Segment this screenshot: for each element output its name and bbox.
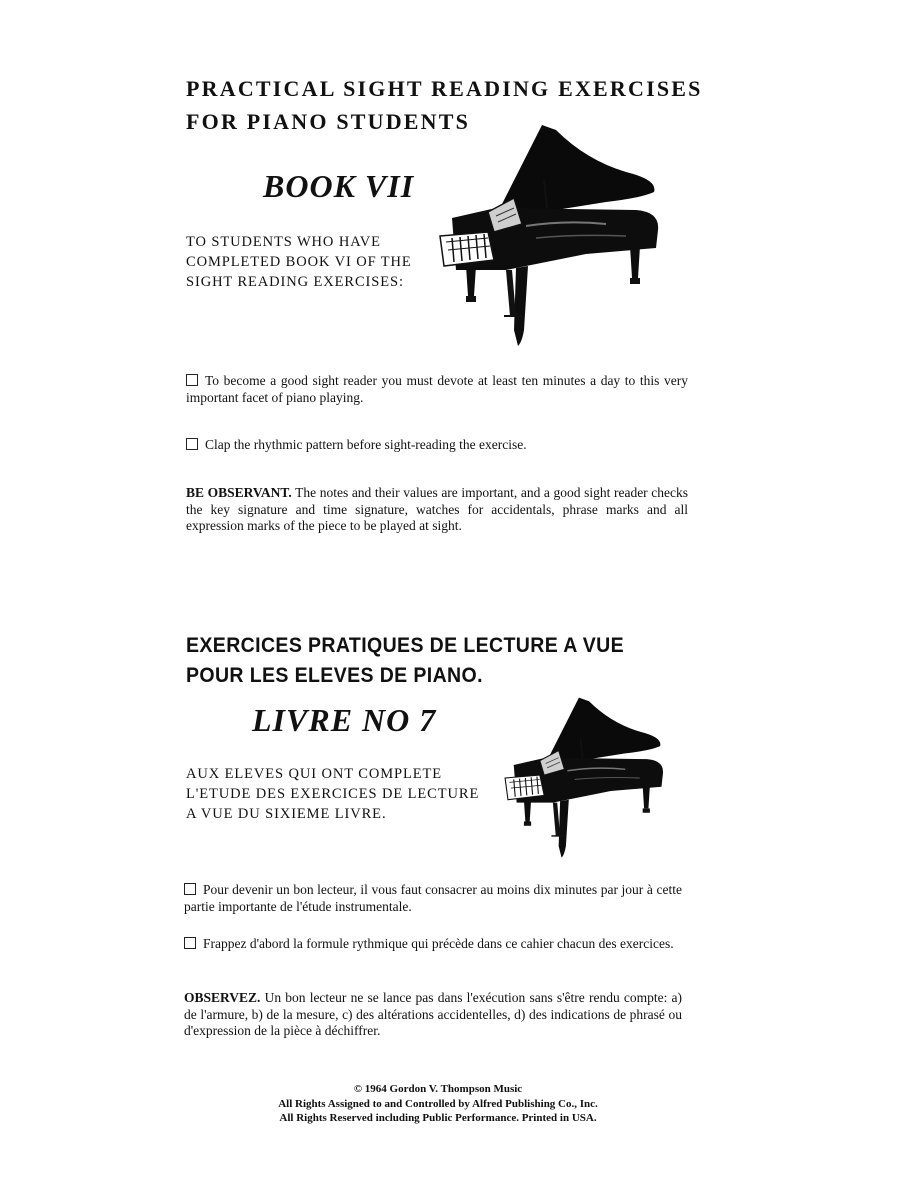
french-observe-lead: OBSERVEZ. bbox=[184, 990, 261, 1005]
french-heading-line2: POUR LES ELEVES DE PIANO. bbox=[186, 664, 483, 687]
book-title: BOOK VII bbox=[263, 168, 415, 204]
checkbox-icon bbox=[186, 374, 198, 386]
french-tip-1 bbox=[184, 882, 682, 915]
french-audience bbox=[186, 764, 479, 824]
french-audience-line3: A VUE DU SIXIEME LIVRE. bbox=[186, 806, 387, 822]
copyright-line1: © 1964 Gordon V. Thompson Music bbox=[353, 1083, 523, 1095]
checkbox-icon bbox=[184, 937, 196, 949]
french-tip-2 bbox=[184, 936, 682, 953]
copyright-notice bbox=[238, 1082, 638, 1126]
english-observe-text: The notes and their values are important, and a good sight reader checks the key signature and time signature, watches for accidentals, phrase marks and all expression marks of the piece to be played at sight. bbox=[186, 485, 688, 533]
livre-title: LIVRE NO 7 bbox=[252, 702, 437, 738]
french-heading-line1: EXERCICES PRATIQUES DE LECTURE A VUE bbox=[186, 634, 625, 657]
english-audience-line2: COMPLETED BOOK VI OF THE bbox=[186, 254, 412, 270]
english-tip-2-text: Clap the rhythmic pattern before sight-reading the exercise. bbox=[205, 437, 527, 452]
french-tip-1-text: Pour devenir un bon lecteur, il vous faut consacrer au moins dix minutes par jour à cette partie importante de l'étude instrumentale. bbox=[184, 882, 682, 914]
english-tip-1-text: To become a good sight reader you must devote at least ten minutes a day to this very important facet of piano playing. bbox=[186, 373, 688, 405]
english-audience-line3: SIGHT READING EXERCISES: bbox=[186, 274, 404, 290]
french-audience-line1: AUX ELEVES QUI ONT COMPLETE bbox=[186, 766, 443, 782]
french-tip-2-text: Frappez d'abord la formule rythmique qui précède dans ce cahier chacun des exercices. bbox=[203, 936, 674, 951]
grand-piano-illustration bbox=[436, 120, 662, 352]
french-audience-line2: L'ETUDE DES EXERCICES DE LECTURE bbox=[186, 786, 480, 802]
english-tip-1 bbox=[186, 373, 688, 406]
english-heading-line1: PRACTICAL SIGHT READING EXERCISES bbox=[186, 76, 703, 101]
english-audience bbox=[186, 232, 412, 292]
english-heading-line2: FOR PIANO STUDENTS bbox=[186, 109, 471, 134]
grand-piano-illustration bbox=[500, 694, 668, 862]
english-observe-lead: BE OBSERVANT. bbox=[186, 485, 292, 500]
copyright-line2: All Rights Assigned to and Controlled by Alfred Publishing Co., Inc. bbox=[278, 1097, 598, 1110]
english-audience-line1: TO STUDENTS WHO HAVE bbox=[186, 234, 381, 250]
french-observe-text: Un bon lecteur ne se lance pas dans l'exécution sans s'être rendu compte: a) de l'armure, b) de la mesure, c) des altérations accidentelles, d) des indications de phrasé ou d'expression de la pièce à déchiffrer. bbox=[184, 990, 683, 1038]
copyright-line3: All Rights Reserved including Public Performance. Printed in USA. bbox=[279, 1112, 597, 1124]
english-observe-paragraph bbox=[186, 485, 688, 535]
french-observe-paragraph bbox=[184, 990, 682, 1040]
english-tip-2 bbox=[186, 437, 688, 454]
checkbox-icon bbox=[184, 883, 196, 895]
checkbox-icon bbox=[186, 438, 198, 450]
